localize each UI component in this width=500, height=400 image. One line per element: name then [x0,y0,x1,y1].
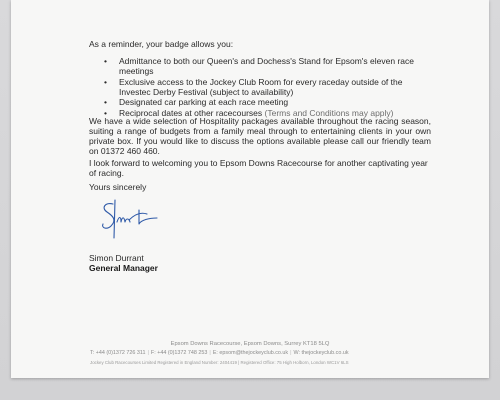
list-item-text: Admittance to both our Queen's and Dochess's Stand for Epsom's eleven race meetings [119,56,414,76]
footer-telephone: T: +44 (0)1372 726 311 [90,350,146,356]
bullet-icon: • [104,56,107,66]
bullet-icon: • [104,107,107,118]
list-item [104,56,434,76]
terms-note: (Terms and Conditions may apply) [262,107,394,118]
list-item-text: Exclusive access to the Jockey Club Room for every raceday outside of the Investec Derby Festival (subject to availability) [119,76,403,97]
divider: | [147,350,149,356]
list-item-text: Designated car parking at each race meeting [119,97,289,107]
closing-line: Yours sincerely [89,182,147,192]
list-item [104,77,434,97]
signatory-title: General Manager [89,263,158,273]
bullet-icon: • [104,97,107,107]
footer-web: W: thejockeyclub.co.uk [293,350,349,356]
divider: | [290,350,292,356]
footer-address: Epsom Downs Racecourse, Epsom Downs, Surrey KT18 5LQ [170,341,330,347]
footer-fax: F: +44 (0)1372 748 253 [150,350,208,356]
letter-page [11,0,489,378]
intro-line: As a reminder, your badge allows you: [89,39,234,49]
list-item [104,97,434,107]
welcome-paragraph: I look forward to welcoming you to Epsom Downs Racecourse for another captivating year of racing. [89,158,428,178]
footer-email: E: epsom@thejockeyclub.co.uk [212,350,289,356]
footer-registration: Jockey Club Racecourses Limited Registered in England Number: 2404419 | Registered Office: 75 High Holborn, London WC1V 6LS [90,360,349,365]
bullet-icon: • [104,76,107,87]
benefits-list [104,56,434,118]
handwritten-signature [95,198,173,242]
hospitality-paragraph: We have a wide selection of Hospitality packages available throughout the racing season, suiting a range of budgets from a family meal through to entertaining clients in your own private box. If you would like to discuss the options available please call our friendly team on 01372 460 460. [89,116,431,156]
divider: | [209,350,211,356]
footer-contacts [90,348,349,358]
signatory-name: Simon Durrant [89,253,144,263]
list-item-text: Reciprocal dates at other racecourses [119,107,263,118]
